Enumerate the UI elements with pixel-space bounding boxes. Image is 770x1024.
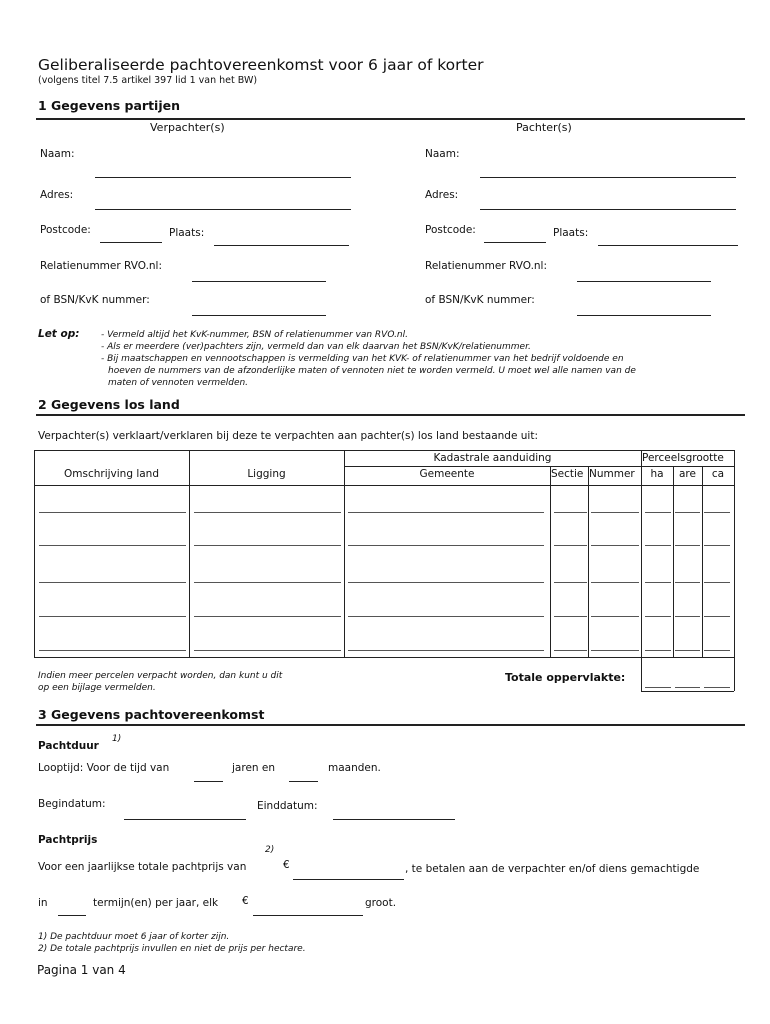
table-cell-field[interactable] [591, 545, 639, 546]
pachter-bsn-field[interactable] [577, 315, 711, 316]
section-1-rule [36, 118, 745, 120]
table-subheader-line [344, 466, 734, 467]
maanden-label: maanden. [328, 762, 381, 774]
pachtprijs-footnote-ref: 2) [265, 845, 275, 855]
groot-label: groot. [365, 897, 397, 909]
section-2-rule [36, 414, 745, 416]
table-cell-field[interactable] [591, 512, 639, 513]
termijnen-label: termijn(en) per jaar, elk [93, 897, 219, 909]
table-cell-field[interactable] [704, 616, 730, 617]
verpachter-adres-label: Adres: [40, 189, 74, 201]
table-cell-field[interactable] [554, 545, 587, 546]
letop-line-5: maten of vennoten vermelden. [108, 378, 249, 388]
table-cell-field[interactable] [39, 616, 186, 617]
table-col-border-2 [344, 450, 345, 657]
pachtprijs-euro-sign: € [283, 859, 290, 871]
table-cell-field[interactable] [39, 650, 186, 651]
table-cell-field[interactable] [348, 545, 544, 546]
table-cell-field[interactable] [645, 650, 671, 651]
te-betalen-label: , te betalen aan de verpachter en/of diens gemachtigde [405, 863, 700, 875]
table-bottom-border [34, 657, 734, 658]
table-col-border-4 [588, 466, 589, 657]
verpachter-plaats-label: Plaats: [169, 227, 205, 239]
table-cell-field[interactable] [348, 512, 544, 513]
verpachter-heading: Verpachter(s) [150, 121, 225, 134]
verpachter-bsn-label: of BSN/KvK nummer: [40, 294, 150, 306]
table-cell-field[interactable] [645, 545, 671, 546]
in-label: in [38, 897, 48, 909]
pachtprijs-label: Voor een jaarlijkse totale pachtprijs van [38, 861, 247, 873]
section-3-rule [36, 724, 745, 726]
footnote-1: 1) De pachtduur moet 6 jaar of korter zijn. [38, 932, 230, 942]
looptijd-label: Looptijd: Voor de tijd van [38, 762, 170, 774]
table-top-border [34, 450, 734, 451]
table-cell-field[interactable] [348, 616, 544, 617]
table-cell-field[interactable] [554, 616, 587, 617]
verpachter-relatienummer-field[interactable] [192, 281, 326, 282]
table-col-border-6 [673, 466, 674, 657]
col-ca-header: ca [711, 468, 725, 480]
table-cell-field[interactable] [194, 545, 341, 546]
table-cell-field[interactable] [704, 582, 730, 583]
verpachter-adres-field[interactable] [95, 209, 351, 210]
total-box-bottom [641, 691, 734, 692]
table-cell-field[interactable] [348, 650, 544, 651]
table-cell-field[interactable] [39, 512, 186, 513]
document-subtitle: (volgens titel 7.5 artikel 397 lid 1 van het BW) [38, 75, 258, 86]
pachter-relatienummer-label: Relatienummer RVO.nl: [425, 260, 548, 272]
table-col-border-3 [550, 466, 551, 657]
table-note-line-2: op een bijlage vermelden. [38, 683, 156, 693]
total-are-field[interactable] [675, 687, 700, 688]
pachter-naam-label: Naam: [425, 148, 460, 160]
totale-oppervlakte-label: Totale oppervlakte: [505, 671, 626, 684]
pachter-relatienummer-field[interactable] [577, 281, 711, 282]
table-cell-field[interactable] [194, 582, 341, 583]
looptijd-maanden-field[interactable] [289, 781, 318, 782]
col-gemeente-header: Gemeente [419, 468, 475, 480]
table-cell-field[interactable] [675, 650, 700, 651]
table-cell-field[interactable] [645, 616, 671, 617]
verpachter-naam-label: Naam: [40, 148, 75, 160]
table-cell-field[interactable] [591, 616, 639, 617]
letop-label: Let op: [38, 328, 80, 340]
letop-line-3: - Bij maatschappen en vennootschappen is vermelding van het KVK- of relatienummer van het bedrijf voldoende en [101, 354, 624, 364]
table-cell-field[interactable] [39, 545, 186, 546]
table-col-border-8 [734, 450, 735, 691]
col-ha-header: ha [650, 468, 664, 480]
table-cell-field[interactable] [348, 582, 544, 583]
document-title: Geliberaliseerde pachtovereenkomst voor 6 jaar of korter [38, 56, 484, 74]
termijn-euro-sign: € [242, 895, 249, 907]
table-col-border-1 [189, 450, 190, 657]
letop-line-2: - Als er meerdere (ver)pachters zijn, vermeld dan van elk daarvan het BSN/KvK/relatienummer. [101, 342, 531, 352]
table-cell-field[interactable] [194, 512, 341, 513]
pachter-naam-field[interactable] [480, 177, 736, 178]
begindatum-label: Begindatum: [38, 798, 106, 810]
pachtprijs-field[interactable] [293, 879, 404, 880]
letop-line-4: hoeven de nummers van de afzonderlijke maten of vennoten niet te worden vermeld. U moet wel alle namen van de [108, 366, 636, 376]
pachter-plaats-label: Plaats: [553, 227, 589, 239]
section-2-heading: 2 Gegevens los land [38, 397, 180, 412]
total-ca-field[interactable] [704, 687, 730, 688]
verpachter-relatienummer-label: Relatienummer RVO.nl: [40, 260, 163, 272]
table-cell-field[interactable] [645, 512, 671, 513]
footnote-2: 2) De totale pachtprijs invullen en niet de prijs per hectare. [38, 944, 306, 954]
termijnen-field[interactable] [58, 915, 86, 916]
section-3-heading: 3 Gegevens pachtovereenkomst [38, 707, 265, 722]
looptijd-jaren-field[interactable] [194, 781, 223, 782]
table-cell-field[interactable] [704, 512, 730, 513]
verpachter-postcode-label: Postcode: [40, 224, 91, 236]
table-cell-field[interactable] [675, 616, 700, 617]
section-1-heading: 1 Gegevens partijen [38, 98, 180, 113]
pachter-postcode-field[interactable] [484, 242, 546, 243]
table-col-border-7 [702, 466, 703, 657]
col-omschrijving-header: Omschrijving land [63, 468, 159, 480]
table-cell-field[interactable] [554, 582, 587, 583]
total-ha-field[interactable] [645, 687, 671, 688]
table-col-border-0 [34, 450, 35, 657]
col-sectie-header: Sectie [551, 468, 584, 480]
verpachter-naam-field[interactable] [95, 177, 351, 178]
section-2-intro: Verpachter(s) verklaart/verklaren bij deze te verpachten aan pachter(s) los land bestaande uit: [38, 430, 538, 442]
table-cell-field[interactable] [704, 545, 730, 546]
total-box-left [641, 657, 642, 691]
table-cell-field[interactable] [675, 582, 700, 583]
table-note-line-1: Indien meer percelen verpacht worden, dan kunt u dit [38, 671, 283, 681]
pachter-postcode-label: Postcode: [425, 224, 476, 236]
table-cell-field[interactable] [194, 616, 341, 617]
col-ligging-header: Ligging [247, 468, 286, 480]
termijn-bedrag-field[interactable] [253, 915, 363, 916]
pachtduur-footnote-ref: 1) [112, 734, 122, 744]
pachter-plaats-field[interactable] [598, 245, 738, 246]
jaren-en-label: jaren en [232, 762, 276, 774]
letop-line-1: - Vermeld altijd het KvK-nummer, BSN of relatienummer van RVO.nl. [101, 330, 408, 340]
einddatum-field[interactable] [333, 819, 455, 820]
table-cell-field[interactable] [591, 650, 639, 651]
pachter-adres-field[interactable] [480, 209, 736, 210]
col-perceel-header: Perceelsgrootte [642, 452, 724, 464]
einddatum-label: Einddatum: [257, 800, 318, 812]
col-nummer-header: Nummer [589, 468, 635, 480]
col-kadastrale-header: Kadastrale aanduiding [433, 452, 552, 464]
pachtduur-heading: Pachtduur [38, 740, 99, 752]
table-col-border-5 [641, 450, 642, 657]
begindatum-field[interactable] [124, 819, 246, 820]
table-cell-field[interactable] [704, 650, 730, 651]
page-number: Pagina 1 van 4 [37, 963, 126, 977]
table-cell-field[interactable] [194, 650, 341, 651]
table-cell-field[interactable] [554, 512, 587, 513]
col-are-header: are [679, 468, 696, 480]
pachter-bsn-label: of BSN/KvK nummer: [425, 294, 535, 306]
table-cell-field[interactable] [591, 582, 639, 583]
pachtprijs-heading: Pachtprijs [38, 834, 98, 846]
table-cell-field[interactable] [645, 582, 671, 583]
pachter-heading: Pachter(s) [516, 121, 572, 134]
pachter-adres-label: Adres: [425, 189, 459, 201]
table-cell-field[interactable] [39, 582, 186, 583]
table-cell-field[interactable] [675, 512, 700, 513]
verpachter-bsn-field[interactable] [192, 315, 326, 316]
table-header-bottom [34, 485, 734, 486]
table-cell-field[interactable] [675, 545, 700, 546]
verpachter-plaats-field[interactable] [214, 245, 349, 246]
verpachter-postcode-field[interactable] [100, 242, 162, 243]
table-cell-field[interactable] [554, 650, 587, 651]
